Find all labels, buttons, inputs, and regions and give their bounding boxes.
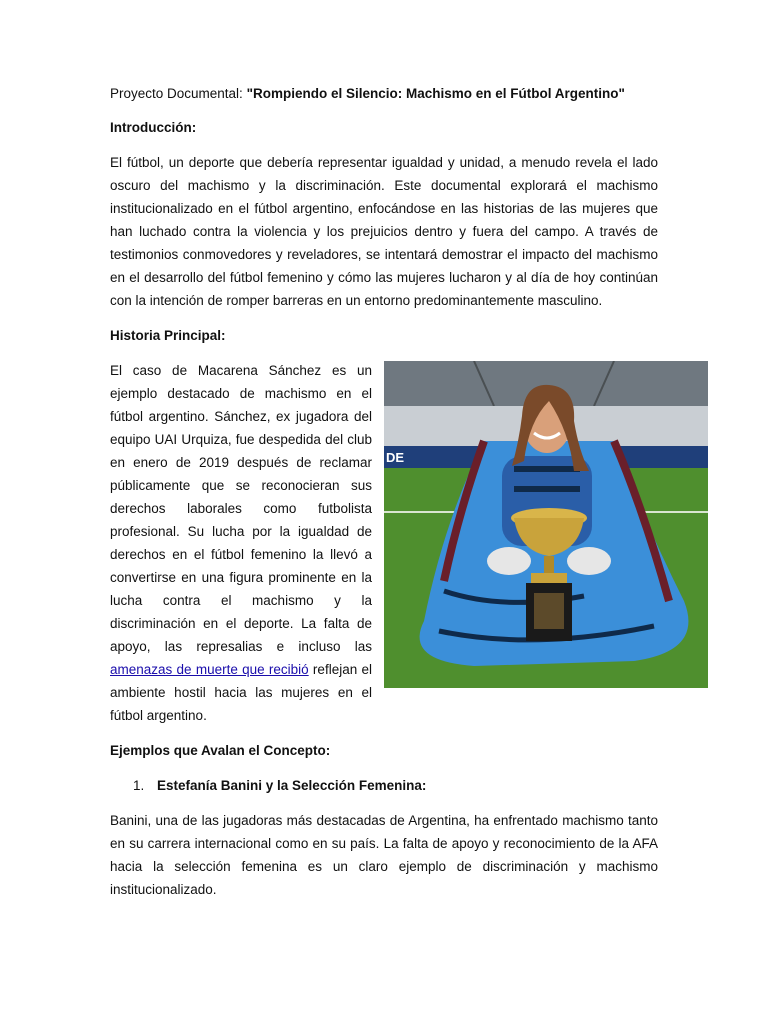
main-story-heading: Historia Principal: xyxy=(110,328,226,343)
main-story-paragraph xyxy=(110,359,658,727)
list-number: 1. xyxy=(133,778,145,793)
main-story-text: El caso de Macarena Sánchez es un ejemplo destacado de machismo en el fútbol argentino. Sánchez, ex jugadora del equipo UAI Urquiza, fue despedida del club en enero de 2019 después de reclamar públicamente que se reconocieran sus derechos laborales como futbolista profesional. Su lucha por la igualdad de derechos en el fútbol femenino la llevó a convertirse en una figura prominente en la lucha contra el machismo y la discriminación en el deporte. La falta de apoyo, las represalias e incluso las xyxy=(110,363,372,654)
document-title xyxy=(110,82,658,105)
title-bold: "Rompiendo el Silencio: Machismo en el Fútbol Argentino" xyxy=(246,86,625,101)
intro-heading: Introducción: xyxy=(110,120,197,135)
title-prefix: Proyecto Documental: xyxy=(110,86,247,101)
list-item-title: Estefanía Banini y la Selección Femenina: xyxy=(157,778,427,793)
list-item xyxy=(133,774,658,797)
main-story-text-end: reflejan el ambiente hostil hacia las mujeres en el fútbol argentino. xyxy=(110,662,372,723)
player-trophy-photo xyxy=(384,361,708,688)
document-body xyxy=(110,82,658,913)
death-threats-link[interactable]: amenazas de muerte que recibió xyxy=(110,662,309,677)
intro-paragraph: El fútbol, un deporte que debería representar igualdad y unidad, a menudo revela el lado oscuro del machismo y la discriminación. Este documental explorará el machismo institucionalizado en el fútbol argentino, enfocándose en las historias de las mujeres que han luchado contra la violencia y los prejuicios dentro y fuera del campo. A través de testimonios conmovedores y reveladores, se intentará demostrar el impacto del machismo en el desarrollo del fútbol femenino y cómo las mujeres lucharon y al día de hoy continúan con la intención de romper barreras en un entorno predominantemente masculino. xyxy=(110,155,658,308)
photo-illustration xyxy=(384,361,708,688)
examples-heading: Ejemplos que Avalan el Concepto: xyxy=(110,743,331,758)
svg-text:DE: DE xyxy=(386,450,405,465)
banini-paragraph: Banini, una de las jugadoras más destacadas de Argentina, ha enfrentado machismo tanto en su carrera internacional como en su país. La falta de apoyo y reconocimiento de la AFA hacia la selección femenina es un claro ejemplo de discriminación y machismo institucionalizado. xyxy=(110,813,658,897)
